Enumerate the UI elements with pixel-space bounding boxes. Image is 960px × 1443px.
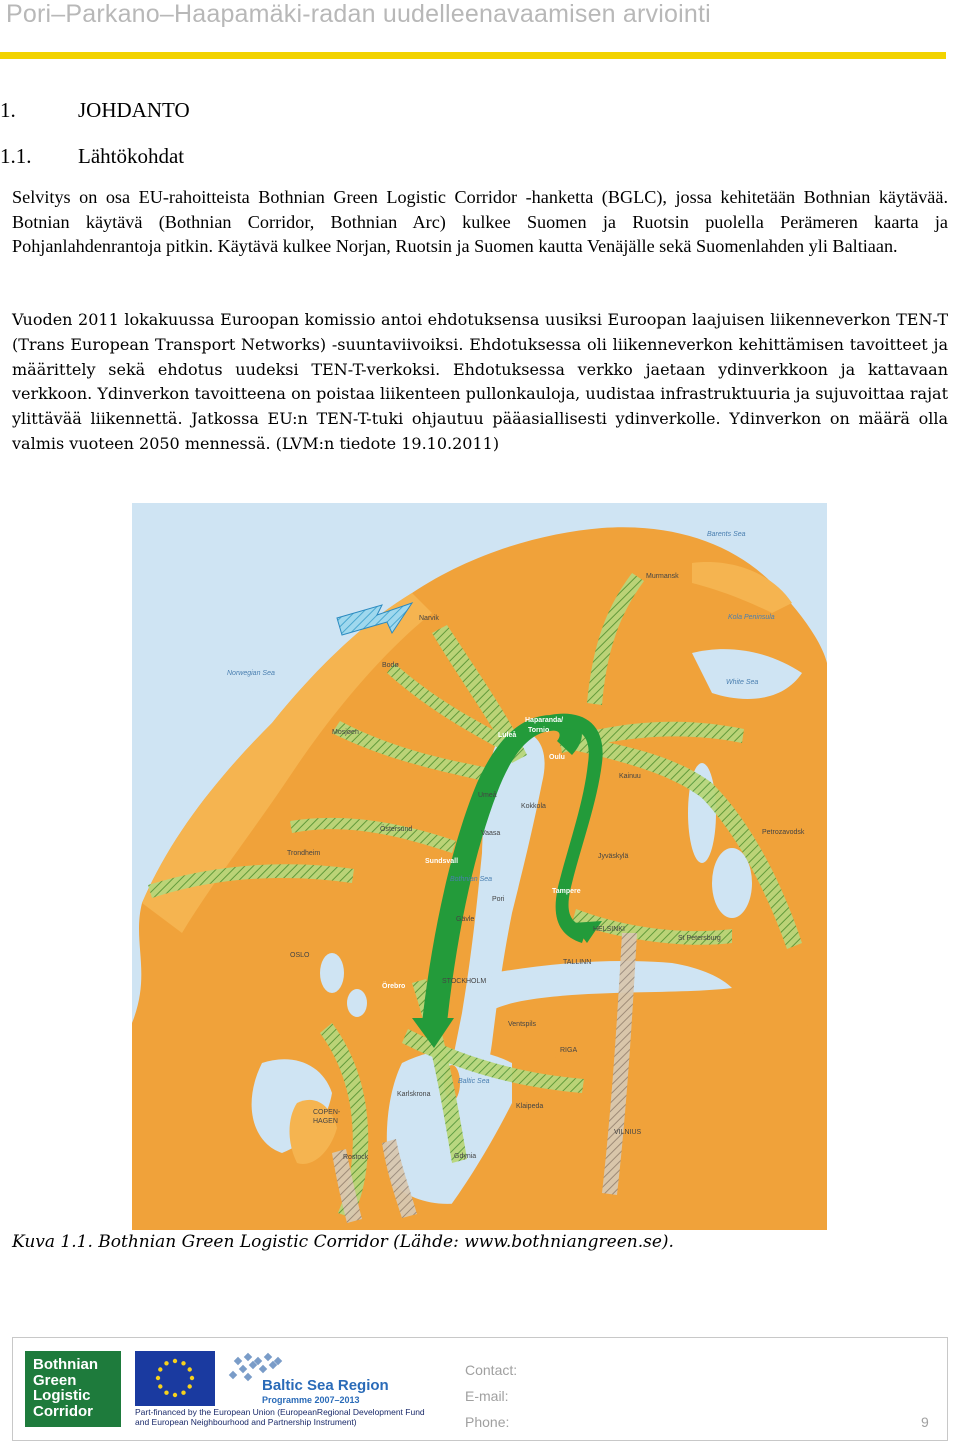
city-umea: Umeå [478, 792, 497, 799]
city-murmansk: Murmansk [646, 573, 679, 580]
city-oulu: Oulu [549, 754, 565, 761]
bglc-logo [25, 1351, 121, 1427]
city-pori: Pori [492, 896, 505, 903]
city-st-petersburg: St Petersburg [678, 935, 721, 942]
sea-label-baltic: Baltic Sea [458, 1078, 490, 1085]
header-rule [0, 52, 946, 59]
city-helsinki: HELSINKI [593, 926, 625, 933]
section-title: JOHDANTO [78, 98, 190, 122]
document-header-title: Pori–Parkano–Haapamäki-radan uudelleenavaamisen arviointi [6, 0, 711, 28]
city-haparanda: Haparanda/ [525, 717, 564, 724]
city-kokkola: Kokkola [521, 803, 546, 810]
eu-funding-note: Part-financed by the European Union (EuropeanRegional Development Fund and European Neighbourhood and Partnership Instrument) [135, 1407, 425, 1427]
city-orebro: Örebro [382, 983, 406, 990]
city-sundsvall: Sundsvall [425, 858, 459, 865]
bglc-logo-line: Bothnian [33, 1356, 98, 1373]
sea-label-norwegian: Norwegian Sea [227, 670, 275, 677]
city-gavle: Gävle [456, 916, 475, 923]
baltic-sea-region-title: Baltic Sea Region [262, 1377, 389, 1394]
city-karlskrona: Karlskrona [397, 1091, 431, 1098]
city-ventspils: Ventspils [508, 1021, 537, 1028]
sea-label-kola: Kola Peninsula [728, 614, 775, 621]
section-title: Lähtökohdat [78, 144, 185, 168]
section-number: 1. [0, 98, 16, 122]
city-ostersund: Östersund [380, 826, 413, 833]
city-kainuu: Kainuu [619, 773, 641, 780]
city-bodo: Bodø [382, 662, 399, 669]
city-stockholm: STOCKHOLM [442, 978, 487, 985]
paragraph-ten-t: Vuoden 2011 lokakuussa Euroopan komissio antoi ehdotuksensa uusiksi Euroopan laajuisen liikenneverkon TEN-T (Trans European Transport Networks) -suuntaviivoiksi. Ehdotuksessa oli liikenneverkon kehittämisen tavoitteet ja määrittely sekä ehdotus uudeksi TEN-T-verkoksi. Ehdotuksessa verkko jaetaan ydinverkkoon ja kattavaan verkkoon. Ydinverkon tavoitteena on poistaa liikenteen pullonkauloja, uudistaa infrastruktuuria ja sujuvoittaa rajat ylittävää liikennettä. Jatkossa EU:n TEN-T-tuki ohjautuu pääasiallisesti ydinverkolle. Ydinverkon on määrä olla valmis vuoteen 2050 mennessä. (LVM:n tiedote 19.10.2011) [12, 310, 948, 453]
city-rostock: Rostock [343, 1154, 369, 1161]
city-klaipeda: Klaipeda [516, 1103, 544, 1110]
section-heading-1-1 [0, 144, 400, 170]
city-jyvaskyla: Jyväskylä [598, 853, 629, 860]
sea-label-white: White Sea [726, 679, 759, 686]
city-riga: RIGA [560, 1047, 578, 1054]
contact-label: Contact: [465, 1362, 518, 1378]
city-tornio: Tornio [528, 727, 550, 734]
city-mosjoen: Mosjøen [332, 729, 359, 736]
sea-label-barents: Barents Sea [707, 531, 746, 538]
bglc-logo-line: Logistic [33, 1387, 91, 1404]
phone-label: Phone: [465, 1414, 510, 1430]
city-vilnius: VILNIUS [614, 1129, 642, 1136]
corridor-map [132, 503, 827, 1230]
baltic-sea-region-programme: Programme 2007–2013 [262, 1395, 360, 1405]
section-number: 1.1. [0, 144, 32, 168]
email-label: E-mail: [465, 1388, 509, 1404]
city-tallinn: TALLINN [563, 959, 592, 966]
section-heading-1 [0, 98, 400, 124]
eu-flag-logo [135, 1351, 215, 1406]
city-tampere: Tampere [552, 888, 581, 895]
city-petrozavodsk: Petrozavodsk [762, 829, 805, 836]
city-trondheim: Trondheim [287, 850, 321, 857]
city-oslo: OSLO [290, 952, 310, 959]
city-gdynia: Gdynia [454, 1153, 477, 1160]
bglc-logo-line: Corridor [33, 1402, 93, 1420]
paragraph-intro: Selvitys on osa EU-rahoitteista Bothnian Green Logistic Corridor -hanketta (BGLC), jossa kehitetään Bothnian käytävää. Botnian käytävä (Bothnian Corridor, Bothnian Arc) kulkee Suomen ja Ruotsin puolella Perämeren kaarta ja Pohjanlahdenrantoja pitkin. Käytävä kulkee Norjan, Ruotsin ja Suomen kautta Venäjälle sekä Suomenlahden yli Baltiaan. [12, 187, 948, 256]
city-lulea: Luleå [498, 732, 517, 739]
figure-caption: Kuva 1.1. Bothnian Green Logistic Corridor (Lähde: www.bothniangreen.se). [12, 1232, 674, 1252]
bglc-logo-line: Green [33, 1371, 77, 1389]
city-copen: COPEN- [313, 1109, 341, 1116]
city-vaasa: Vaasa [481, 830, 501, 837]
city-hagen: HAGEN [313, 1118, 338, 1125]
page-number: 9 [921, 1414, 929, 1430]
city-narvik: Narvik [419, 615, 439, 622]
sea-label-bothnian: Bothnian Sea [450, 876, 493, 883]
